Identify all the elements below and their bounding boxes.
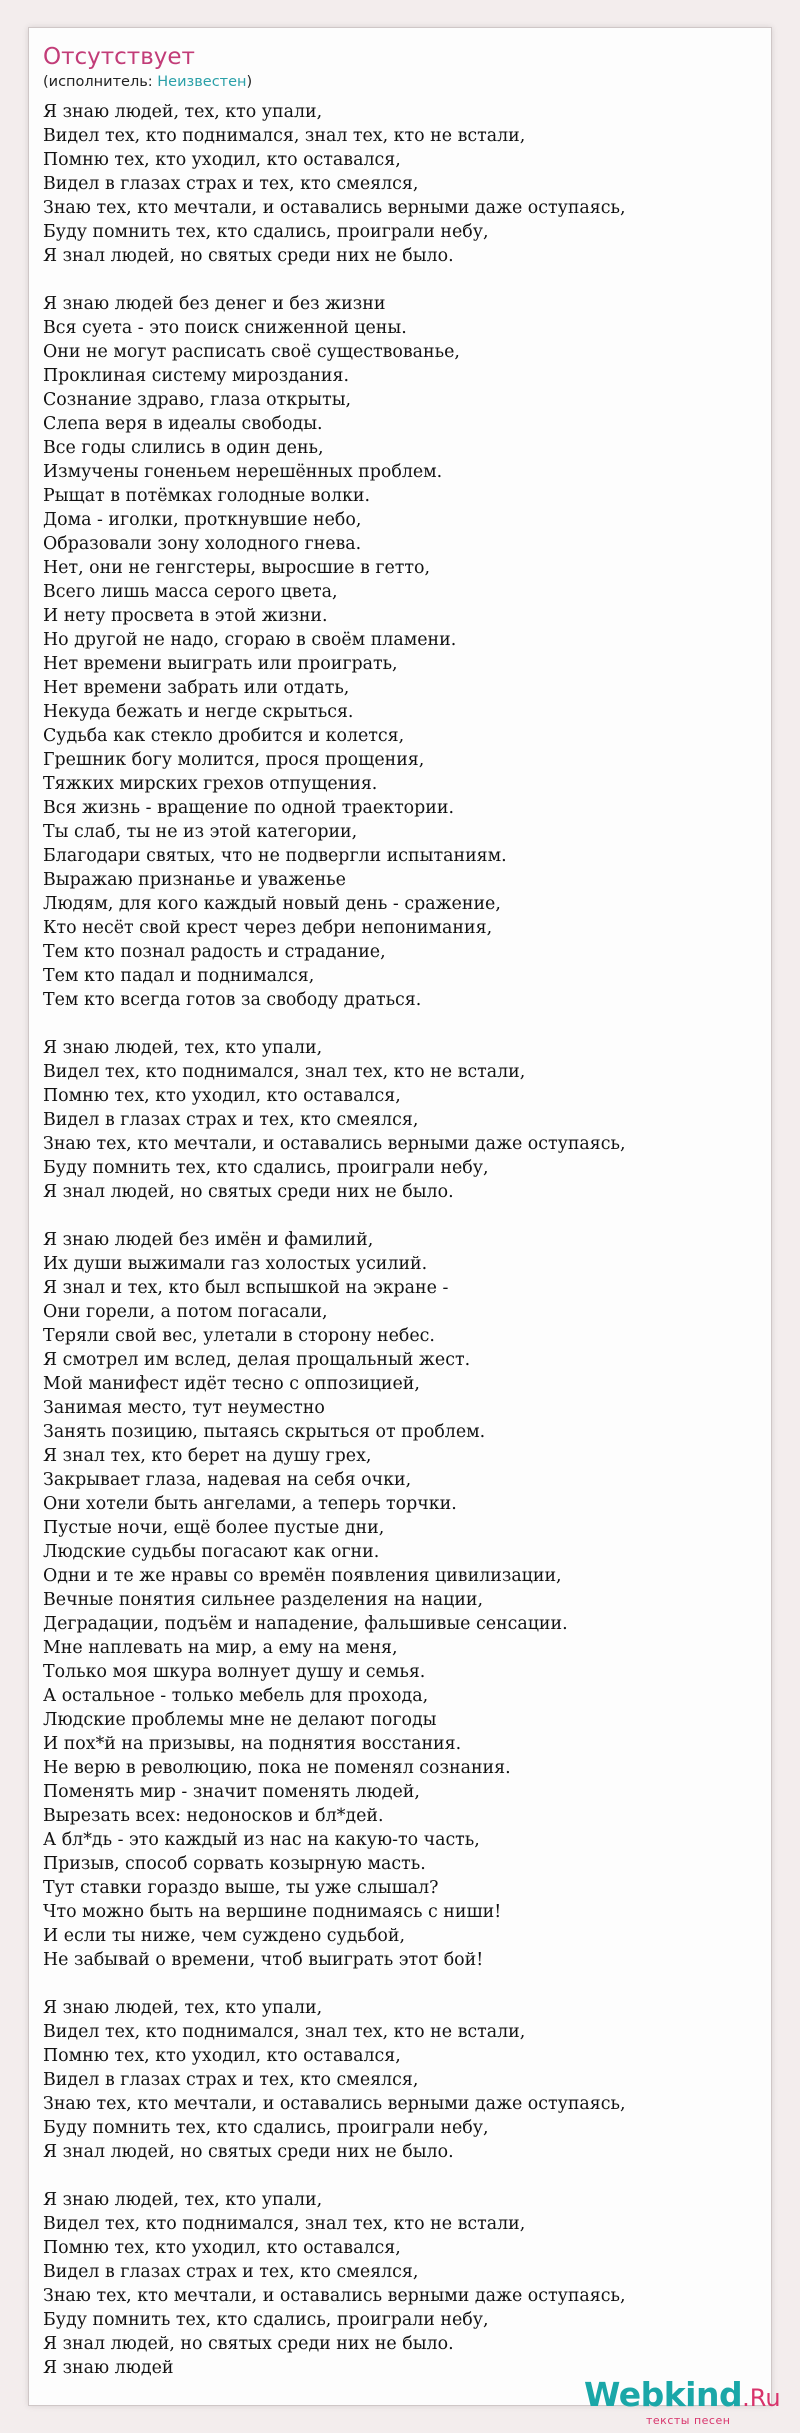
lyrics-line: Мой манифест идёт тесно с оппозицией, — [43, 1374, 420, 1394]
lyrics-line: Я знаю людей, тех, кто упали, — [43, 1038, 323, 1058]
lyrics-line: Помню тех, кто уходил, кто оставался, — [43, 2046, 401, 2066]
lyrics-line: Я знал людей, но святых среди них не было. — [43, 2334, 454, 2354]
lyrics-line: Образовали зону холодного гнева. — [43, 534, 362, 554]
lyrics-line: Видел в глазах страх и тех, кто смеялся, — [43, 2070, 419, 2090]
lyrics-stanza — [43, 1228, 763, 1972]
lyrics-line: Некуда бежать и негде скрыться. — [43, 702, 354, 722]
lyrics-line: Нет времени выиграть или проиграть, — [43, 654, 398, 674]
lyrics-line: Я знал людей, но святых среди них не было. — [43, 246, 454, 266]
lyrics-card — [28, 27, 781, 2427]
lyrics-line: Одни и те же нравы со времён появления цивилизации, — [43, 1566, 562, 1586]
lyrics-line: Нет времени забрать или отдать, — [43, 678, 350, 698]
lyrics-line: Знаю тех, кто мечтали, и оставались верными даже оступаясь, — [43, 2286, 626, 2306]
lyrics-line: Я знаю людей, тех, кто упали, — [43, 1998, 323, 2018]
lyrics-line: Видел тех, кто поднимался, знал тех, кто не встали, — [43, 126, 526, 146]
lyrics-line: Людские судьбы погасают как огни. — [43, 1542, 380, 1562]
artist-link[interactable]: Неизвестен — [157, 74, 247, 90]
lyrics-line: Не верю в революцию, пока не поменял сознания. — [43, 1758, 511, 1778]
lyrics-line: А бл*дь - это каждый из нас на какую-то часть, — [43, 1830, 480, 1850]
lyrics-line: Буду помнить тех, кто сдались, проиграли небу, — [43, 222, 489, 242]
lyrics-line: Я знаю людей без денег и без жизни — [43, 294, 386, 314]
lyrics-line: Но другой не надо, сгораю в своём пламени. — [43, 630, 457, 650]
lyrics-line: Тут ставки гораздо выше, ты уже слышал? — [43, 1878, 439, 1898]
lyrics-line: Вырезать всех: недоносков и бл*дей. — [43, 1806, 384, 1826]
lyrics-line: Всего лишь масса серого цвета, — [43, 582, 338, 602]
lyrics-line: Я знал людей, но святых среди них не было. — [43, 1182, 454, 1202]
lyrics-line: Людям, для кого каждый новый день - сражение, — [43, 894, 501, 914]
lyrics-line: Людские проблемы мне не делают погоды — [43, 1710, 437, 1730]
lyrics-line: Знаю тех, кто мечтали, и оставались верными даже оступаясь, — [43, 198, 626, 218]
lyrics-line: Проклиная систему мироздания. — [43, 366, 349, 386]
lyrics-line: Помню тех, кто уходил, кто оставался, — [43, 2238, 401, 2258]
song-title: Отсутствует — [43, 44, 195, 70]
lyrics-line: Теряли свой вес, улетали в сторону небес. — [43, 1326, 435, 1346]
lyrics-line: Тяжких мирских грехов отпущения. — [43, 774, 378, 794]
lyrics-line: Ты слаб, ты не из этой категории, — [43, 822, 358, 842]
lyrics-line: Видел тех, кто поднимался, знал тех, кто не встали, — [43, 1062, 526, 1082]
lyrics-line: Тем кто падал и поднимался, — [43, 966, 315, 986]
lyrics-line: Что можно быть на вершине поднимаясь с ниши! — [43, 1902, 502, 1922]
lyrics-line: Нет, они не генгстеры, выросшие в гетто, — [43, 558, 431, 578]
lyrics-line: Они хотели быть ангелами, а теперь торчки. — [43, 1494, 457, 1514]
lyrics-line: Я знаю людей, тех, кто упали, — [43, 2190, 323, 2210]
lyrics-line: Выражаю признанье и уваженье — [43, 870, 346, 890]
lyrics-line: Вся суета - это поиск сниженной цены. — [43, 318, 407, 338]
lyrics-line: Занять позицию, пытаясь скрыться от проблем. — [43, 1422, 486, 1442]
lyrics-stanza — [43, 2188, 763, 2380]
lyrics-line: Вся жизнь - вращение по одной траектории. — [43, 798, 454, 818]
lyrics-line: Все годы слились в один день, — [43, 438, 324, 458]
lyrics-line: И нету просвета в этой жизни. — [43, 606, 328, 626]
lyrics-line: Закрывает глаза, надевая на себя очки, — [43, 1470, 412, 1490]
lyrics-line: Мне наплевать на мир, а ему на меня, — [43, 1638, 398, 1658]
lyrics-line: Я знал людей, но святых среди них не было. — [43, 2142, 454, 2162]
lyrics-line: Я знаю людей — [43, 2358, 174, 2378]
lyrics-line: Я знаю людей, тех, кто упали, — [43, 102, 323, 122]
lyrics-line: Благодари святых, что не подвергли испытаниям. — [43, 846, 507, 866]
lyrics-stanza — [43, 292, 763, 1012]
lyrics-line: Видел в глазах страх и тех, кто смеялся, — [43, 174, 419, 194]
lyrics-line: Знаю тех, кто мечтали, и оставались верными даже оступаясь, — [43, 1134, 626, 1154]
lyrics-line: Видел в глазах страх и тех, кто смеялся, — [43, 1110, 419, 1130]
lyrics-line: Судьба как стекло дробится и колется, — [43, 726, 405, 746]
lyrics-line: Не забывай о времени, чтоб выиграть этот бой! — [43, 1950, 484, 1970]
lyrics-body — [43, 100, 763, 2404]
lyrics-stanza — [43, 1996, 763, 2164]
lyrics-line: Поменять мир - значит поменять людей, — [43, 1782, 420, 1802]
logo-subtitle: тексты песен — [646, 2414, 731, 2427]
lyrics-line: Знаю тех, кто мечтали, и оставались верными даже оступаясь, — [43, 2094, 626, 2114]
lyrics-line: Деградации, подъём и нападение, фальшивые сенсации. — [43, 1614, 568, 1634]
lyrics-line: Дома - иголки, проткнувшие небо, — [43, 510, 362, 530]
lyrics-line: Видел тех, кто поднимался, знал тех, кто не встали, — [43, 2214, 526, 2234]
artist-suffix: ) — [246, 74, 253, 90]
lyrics-line: Их души выжимали газ холостых усилий. — [43, 1254, 428, 1274]
lyrics-line: А остальное - только мебель для прохода, — [43, 1686, 429, 1706]
lyrics-line: Помню тех, кто уходил, кто оставался, — [43, 150, 401, 170]
lyrics-line: И если ты ниже, чем суждено судьбой, — [43, 1926, 406, 1946]
lyrics-line: Занимая место, тут неуместно — [43, 1398, 325, 1418]
lyrics-line: Сознание здраво, глаза открыты, — [43, 390, 352, 410]
lyrics-line: Тем кто всегда готов за свободу драться. — [43, 990, 422, 1010]
lyrics-line: И пох*й на призывы, на поднятия восстания. — [43, 1734, 462, 1754]
lyrics-line: Только моя шкура волнует душу и семья. — [43, 1662, 426, 1682]
lyrics-line: Буду помнить тех, кто сдались, проиграли небу, — [43, 2118, 489, 2138]
lyrics-stanza — [43, 100, 763, 268]
lyrics-line: Рыщат в потёмках голодные волки. — [43, 486, 370, 506]
logo-tld-text: .Ru — [742, 2384, 781, 2412]
lyrics-line: Я знал и тех, кто был вспышкой на экране - — [43, 1278, 449, 1298]
lyrics-line: Они не могут расписать своё существованье, — [43, 342, 460, 362]
lyrics-line: Видел в глазах страх и тех, кто смеялся, — [43, 2262, 419, 2282]
lyrics-line: Вечные понятия сильнее разделения на нации, — [43, 1590, 484, 1610]
lyrics-line: Кто несёт свой крест через дебри непонимания, — [43, 918, 493, 938]
lyrics-line: Я знал тех, кто берет на душу грех, — [43, 1446, 372, 1466]
lyrics-line: Измучены гоненьем нерешённых проблем. — [43, 462, 443, 482]
lyrics-line: Буду помнить тех, кто сдались, проиграли небу, — [43, 1158, 489, 1178]
lyrics-line: Пустые ночи, ещё более пустые дни, — [43, 1518, 385, 1538]
lyrics-line: Они горели, а потом погасали, — [43, 1302, 328, 1322]
artist-line — [43, 72, 252, 92]
lyrics-line: Призыв, способ сорвать козырную масть. — [43, 1854, 426, 1874]
logo-wordmark — [584, 2376, 781, 2417]
lyrics-line: Я смотрел им вслед, делая прощальный жест. — [43, 1350, 471, 1370]
lyrics-line: Тем кто познал радость и страдание, — [43, 942, 386, 962]
lyrics-line: Видел тех, кто поднимался, знал тех, кто не встали, — [43, 2022, 526, 2042]
lyrics-line: Помню тех, кто уходил, кто оставался, — [43, 1086, 401, 1106]
lyrics-line: Слепа веря в идеалы свободы. — [43, 414, 323, 434]
lyrics-line: Грешник богу молится, прося прощения, — [43, 750, 425, 770]
lyrics-line: Я знаю людей без имён и фамилий, — [43, 1230, 374, 1250]
lyrics-stanza — [43, 1036, 763, 1204]
artist-prefix: (исполнитель: — [43, 74, 158, 90]
lyrics-line: Буду помнить тех, кто сдались, проиграли небу, — [43, 2310, 489, 2330]
logo-main-text: Webkind — [584, 2375, 743, 2414]
site-logo[interactable] — [584, 2376, 800, 2428]
